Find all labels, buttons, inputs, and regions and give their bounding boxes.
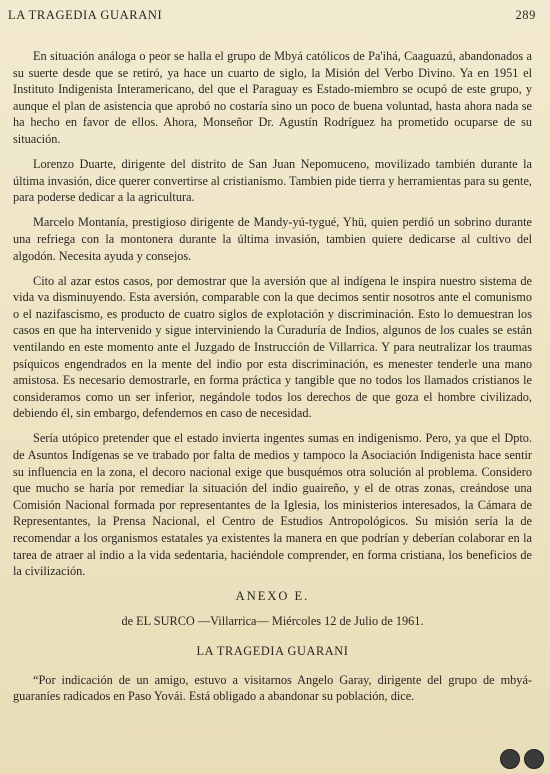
page-number: 289 (515, 8, 536, 22)
annex-heading: ANEXO E. (235, 589, 310, 604)
control-dot-icon[interactable] (500, 749, 520, 769)
page-body (13, 48, 532, 713)
paragraph: Lorenzo Duarte, dirigente del distrito de San Juan Nepomuceno, movilizado también durante la última invasión, dice querer convertirse al cristianismo. Tambien pide tierra y herramientas para su gente, para poderse dedicar a la agricultura. (13, 157, 532, 205)
running-title: LA TRAGEDIA GUARANI (8, 8, 163, 22)
viewer-controls-icon[interactable] (496, 748, 544, 770)
paragraph: Marcelo Montanía, prestigioso dirigente de Mandy-yú-tygué, Yhü, quien perdió un sobrino durante una refriega con la montonera durante la última invasión, tambien quiere dedicarse al cultivo del algodón. Necesita ayuda y consejos. (13, 215, 532, 263)
annex-source-line: de EL SURCO —Villarrica— Miércoles 12 de Julio de 1961. (121, 614, 424, 629)
annex-opening-paragraph: “Por indicación de un amigo, estuvo a visitarnos Angelo Garay, dirigente del grupo de mbyá-guaraníes radicados en Paso Yovái. Está obligado a abandonar su población, dice. (13, 672, 532, 704)
annex-article-title: LA TRAGEDIA GUARANI (196, 644, 349, 658)
control-dot-icon[interactable] (524, 749, 544, 769)
paragraph: Sería utópico pretender que el estado invierta ingentes sumas en indigenismo. Pero, ya que el Dpto. de Asuntos Indígenas se ve trabado por falta de medios y tampoco la Asociación Indigenista hace sentir su influencia en la zona, el decoro nacional exige que busquémos otra solución al problema. Considero que mucho se haría por remediar la situación del indio guaireño, y el de otras zonas, creándose una Comisión Nacional formada por representantes de la Iglesia, los ministerios interesados, la Cámara de Representantes, la Prensa Nacional, el Centro de Estudios Antropológicos. Su misión sería la de recomendar a los organismos estatales ya existentes la manera en que podrían y deberían colaborar en la tarea de atraer al indio a la vida sedentaria, haciéndole comprender, en forma cristiana, los beneficios de la civilización. (13, 431, 532, 579)
paragraph: En situación análoga o peor se halla el grupo de Mbyá católicos de Pa'ihá, Caaguazú, abandonados a su suerte desde que se retiró, ya hace un cuarto de siglo, la Misión del Verbo Divino. Ya en 1951 el Instituto Indigenista Interamericano, del que el Paraguay es Estado-miembro se ocupó de este grupo, y aunque el plan de asistencia que aprobó no costaría sino un poco de buena voluntad, hasta ahora nada se ha hecho en favor de ellos. Ahora, Monseñor Dr. Agustín Rodríguez ha prometido ocuparse de su situación. (13, 49, 532, 146)
paragraph: Cito al azar estos casos, por demostrar que la aversión que al indígena le inspira nuestro sistema de vida va disminuyendo. Esta aversión, comparable con la que decimos sentir nosotros ante el comunismo o el nazifascismo, es producto de cuatro siglos de explotación y discriminación. Esto lo demuestran los casos en que ha intervenido y sigue interviniendo la Curaduría de Indios, algunos de los cuales se están ventilando en este momento ante el Juzgado de Instrucción de Villarrica. Y para neutralizar los traumas psíquicos engendrados en la mente del indio por esta discriminación, es menester tenderle una mano amistosa. Es necesario demostrarle, en forma práctica y tangible que no todos los llamados cristianos le consideramos como un ser inferior, negándole todos los derechos de que goza el hombre civilizado, debiendo él, sin embargo, defendernos en caso de necesidad. (13, 273, 532, 421)
